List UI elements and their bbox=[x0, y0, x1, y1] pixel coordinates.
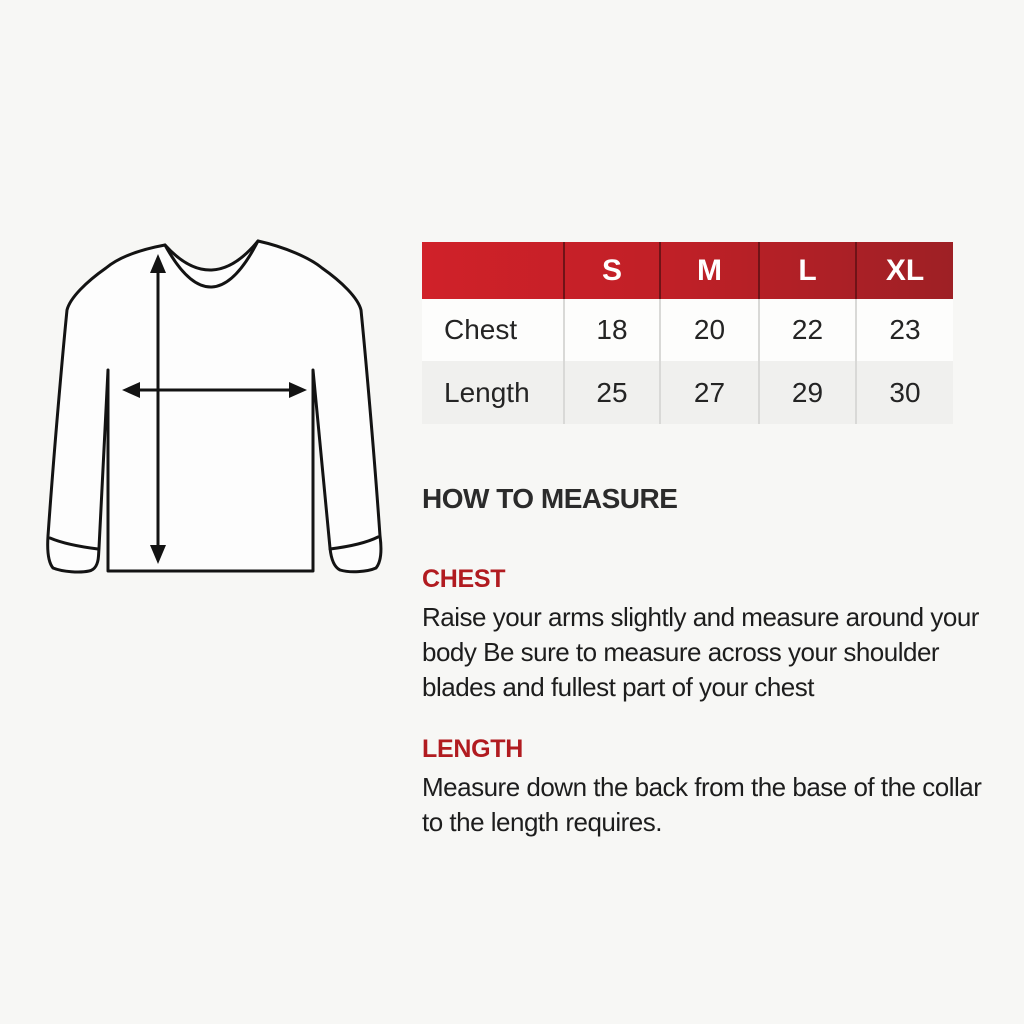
length-value-s: 25 bbox=[563, 361, 659, 424]
size-table bbox=[422, 242, 953, 424]
table-row-length bbox=[422, 361, 953, 424]
shirt-diagram bbox=[20, 220, 410, 620]
length-value-l: 29 bbox=[758, 361, 855, 424]
size-header-cell-s: S bbox=[563, 242, 659, 299]
chest-instructions bbox=[422, 566, 997, 705]
chest-value-l: 22 bbox=[758, 299, 855, 361]
size-header-cell-l: L bbox=[758, 242, 855, 299]
chest-value-s: 18 bbox=[563, 299, 659, 361]
size-header-corner-cell bbox=[422, 242, 563, 299]
size-header-cell-xl: XL bbox=[855, 242, 953, 299]
row-label-length: Length bbox=[444, 376, 530, 408]
how-to-measure-title: HOW TO MEASURE bbox=[422, 483, 678, 514]
size-header-cell-m: M bbox=[659, 242, 758, 299]
chest-value-m: 20 bbox=[659, 299, 758, 361]
row-label-chest: Chest bbox=[444, 314, 518, 345]
chest-body-text: Raise your arms slightly and measure around your body Be sure to measure across your shoulder blades and fullest part of your chest bbox=[422, 602, 979, 702]
how-to-measure-section bbox=[422, 484, 997, 871]
long-sleeve-shirt-outline-icon bbox=[48, 241, 381, 572]
length-value-m: 27 bbox=[659, 361, 758, 424]
length-value-xl: 30 bbox=[855, 361, 953, 424]
chest-heading: CHEST bbox=[422, 565, 506, 593]
shirt-diagram-svg bbox=[20, 220, 410, 620]
table-row-chest bbox=[422, 299, 953, 361]
length-instructions bbox=[422, 736, 997, 840]
length-body-text: Measure down the back from the base of the collar to the length requires. bbox=[422, 772, 982, 837]
size-table-header-row bbox=[422, 242, 953, 299]
length-heading: LENGTH bbox=[422, 735, 523, 763]
chest-value-xl: 23 bbox=[855, 299, 953, 361]
